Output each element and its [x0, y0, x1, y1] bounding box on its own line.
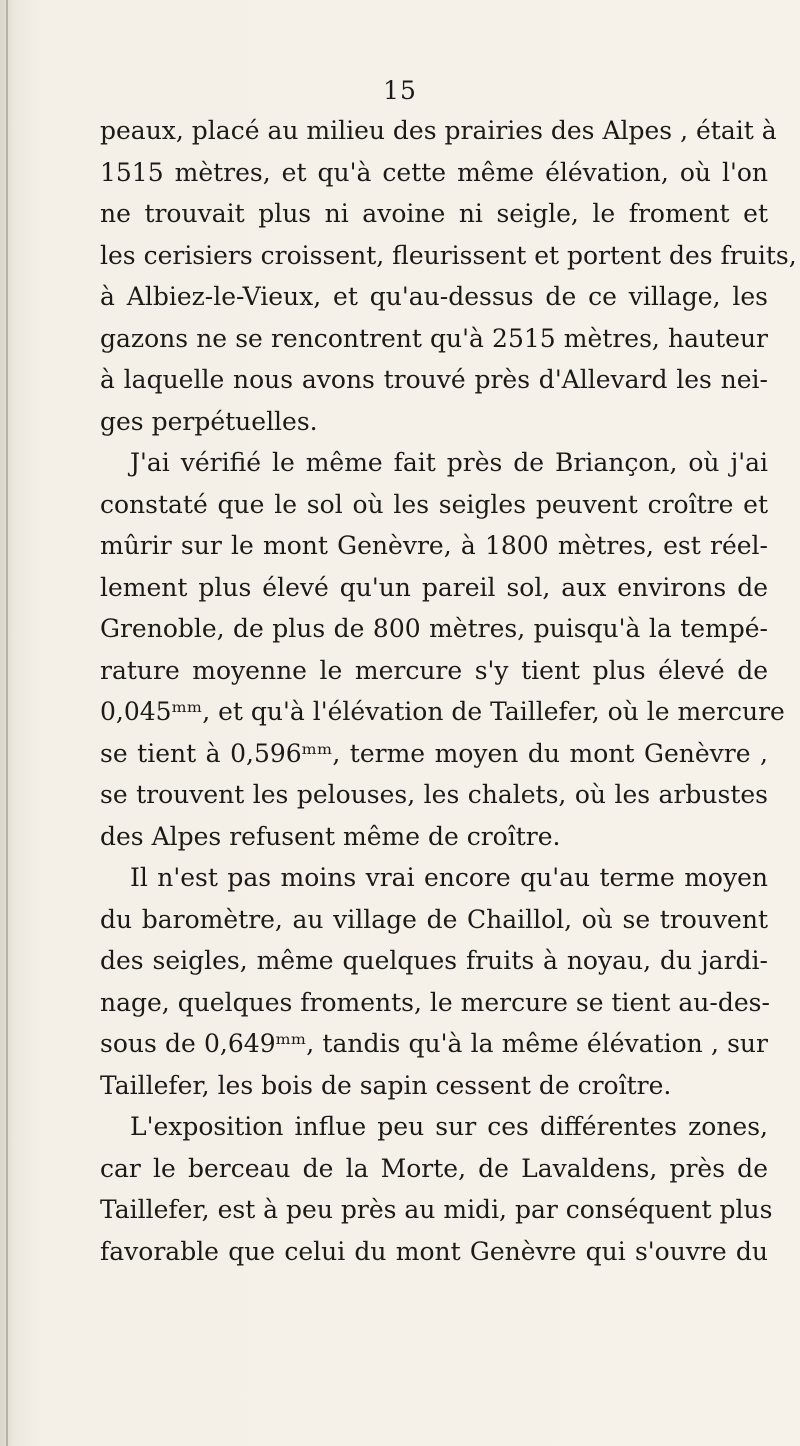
text-line: nage, quelques froments, le mercure se tient au-des- — [100, 987, 770, 1017]
text-line: car le berceau de la Morte, de Lavaldens, près de — [100, 1153, 768, 1183]
page-gutter — [6, 0, 8, 1446]
text-line: mûrir sur le mont Genèvre, à 1800 mètres, est réel- — [100, 531, 768, 560]
text-line: J'ai vérifié le même fait près de Briançon, où j'ai — [130, 448, 768, 477]
text-line: à Albiez-le-Vieux, et qu'au-dessus de ce village, les — [100, 282, 768, 311]
text-line: rature moyenne le mercure s'y tient plus élevé de — [100, 655, 768, 685]
text-line: peaux, placé au milieu des prairies des Alpes , était à — [100, 116, 777, 145]
text-line: Taillefer, les bois de sapin cessent de croître. — [100, 1070, 672, 1100]
text-line: des seigles, même quelques fruits à noyau, du jardi- — [100, 946, 768, 975]
text-line: se tient à 0,596ᵐᵐ, terme moyen du mont Genèvre , — [100, 738, 768, 768]
text-line: des Alpes refusent même de croître. — [100, 821, 561, 851]
text-line: gazons ne se rencontrent qu'à 2515 mètres, hauteur — [100, 323, 768, 353]
text-line: L'exposition influe peu sur ces différentes zones, — [130, 1112, 768, 1141]
text-line: sous de 0,649ᵐᵐ, tandis qu'à la même élévation , sur — [100, 1029, 768, 1058]
text-line: Taillefer, est à peu près au midi, par conséquent plus — [100, 1195, 773, 1224]
text-line: 0,045ᵐᵐ, et qu'à l'élévation de Taillefer, où le mercure — [100, 697, 785, 726]
body-text — [100, 110, 797, 1272]
text-line: favorable que celui du mont Genèvre qui s'ouvre du — [100, 1236, 768, 1266]
text-line: Il n'est pas moins vrai encore qu'au terme moyen — [130, 863, 768, 892]
text-line: du baromètre, au village de Chaillol, où se trouvent — [100, 904, 768, 934]
text-line: ne trouvait plus ni avoine ni seigle, le froment et — [100, 199, 768, 228]
text-line: se trouvent les pelouses, les chalets, où les arbustes — [100, 780, 768, 809]
text-line: ges perpétuelles. — [100, 406, 318, 436]
text-line: 1515 mètres, et qu'à cette même élévation, où l'on — [100, 157, 768, 187]
text-line: constaté que le sol où les seigles peuvent croître et — [100, 489, 768, 519]
text-line: Grenoble, de plus de 800 mètres, puisqu'à la tempé- — [100, 614, 768, 643]
text-line: les cerisiers croissent, fleurissent et portent des fruits, — [100, 240, 797, 270]
page-number: 15 — [383, 76, 417, 105]
text-line: à laquelle nous avons trouvé près d'Allevard les nei- — [100, 365, 768, 394]
text-line: lement plus élevé qu'un pareil sol, aux environs de — [100, 572, 768, 602]
